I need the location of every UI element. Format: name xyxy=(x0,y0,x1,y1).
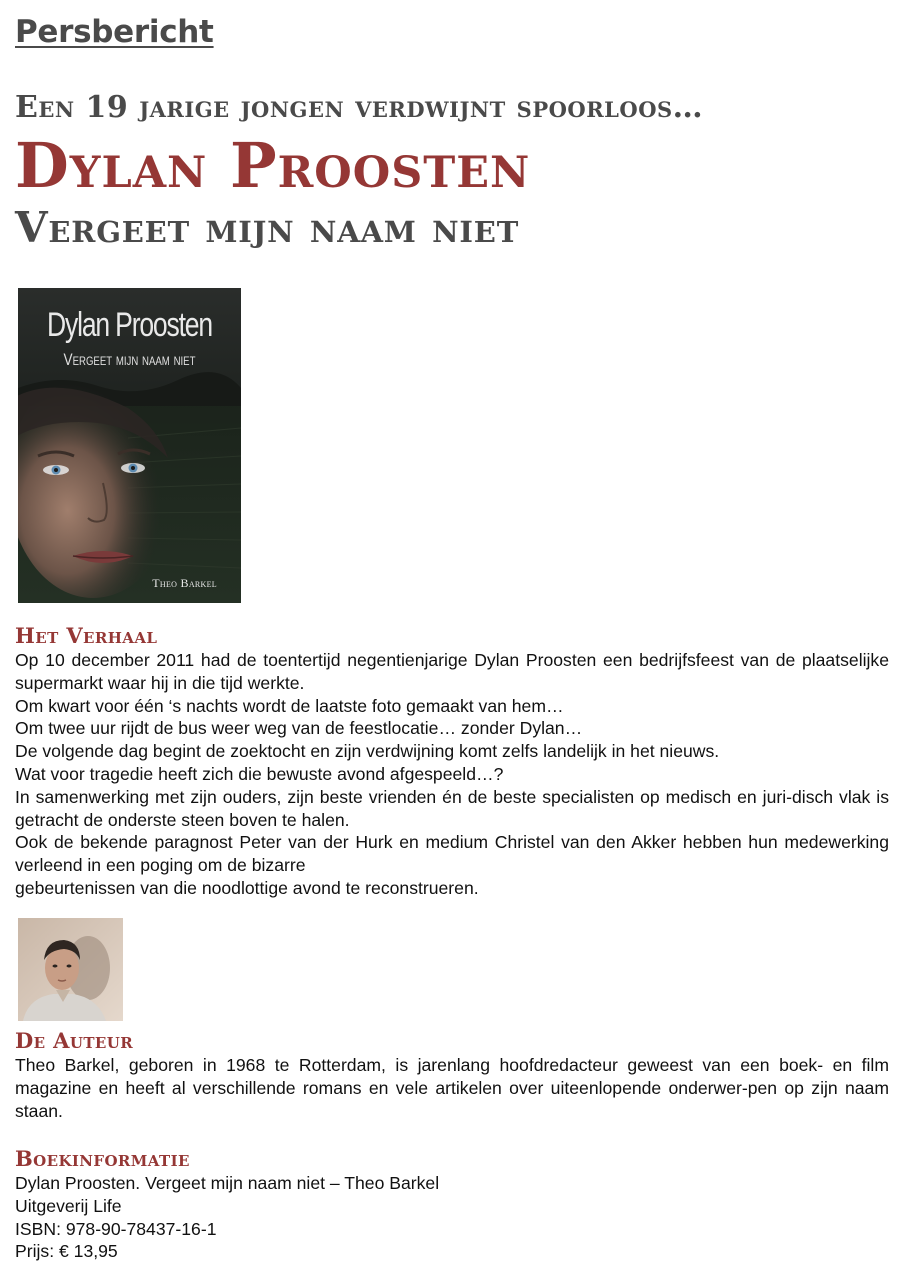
book-cover-image xyxy=(18,288,241,603)
book-info-list xyxy=(15,1172,889,1263)
press-release-label: Persbericht xyxy=(15,14,214,50)
story-paragraph: Ook de bekende paragnost Peter van der Hurk en medium Christel van den Akker hebben hun medewerking verleend in een poging om de bizarre xyxy=(15,832,889,876)
story-paragraph: Op 10 december 2011 had de toentertijd negentienjarige Dylan Proosten een bedrijfsfeest van de plaatselijke supermarkt waar hij in die tijd werkte. xyxy=(15,650,889,693)
book-title: Vergeet mijn naam niet xyxy=(15,203,520,252)
book-info-heading: Boekinformatie xyxy=(15,1146,190,1171)
author-photo xyxy=(18,918,123,1021)
author-title: Dylan Proosten xyxy=(15,129,531,202)
story-paragraph: Om kwart voor één ‘s nachts wordt de laatste foto gemaakt van hem… xyxy=(15,695,564,716)
author-portrait xyxy=(18,918,123,1021)
story-paragraph: gebeurtenissen van die noodlottige avond te reconstrueren. xyxy=(15,877,479,898)
book-info-line: Dylan Proosten. Vergeet mijn naam niet – Theo Barkel xyxy=(15,1173,440,1193)
cover-author: Theo Barkel xyxy=(152,576,217,590)
story-heading: Het Verhaal xyxy=(15,623,158,648)
book-info-line: Prijs: € 13,95 xyxy=(15,1241,118,1262)
author-bio: Theo Barkel, geboren in 1968 te Rotterdam, is jarenlang hoofdredacteur geweest van een boek- en film magazine en heeft al verschillende romans en vele artikelen over uiteenlopende onderwer-pen op zijn naam staan. xyxy=(15,1055,889,1121)
story-paragraph: De volgende dag begint de zoektocht en zijn verdwijning komt zelfs landelijk in het nieuws. xyxy=(15,741,720,762)
story-paragraph: Om twee uur rijdt de bus weer weg van de feestlocatie… zonder Dylan… xyxy=(15,718,583,739)
cover-title: Dylan Proosten xyxy=(47,306,212,344)
story-paragraph: In samenwerking met zijn ouders, zijn beste vrienden én de beste specialisten op medisch en juri-disch vlak is getracht de onderste steen boven te halen. xyxy=(15,786,889,830)
author-heading: De Auteur xyxy=(15,1028,134,1053)
book-info-line: Uitgeverij Life xyxy=(15,1195,122,1216)
story-text xyxy=(15,649,889,900)
tagline: Een 19 jarige jongen verdwijnt spoorloos… xyxy=(15,90,704,125)
cover-subtitle: Vergeet mijn naam niet xyxy=(63,350,196,369)
story-paragraph: Wat voor tragedie heeft zich die bewuste avond afgespeeld…? xyxy=(15,763,504,784)
book-info-line: ISBN: 978-90-78437-16-1 xyxy=(15,1218,217,1239)
